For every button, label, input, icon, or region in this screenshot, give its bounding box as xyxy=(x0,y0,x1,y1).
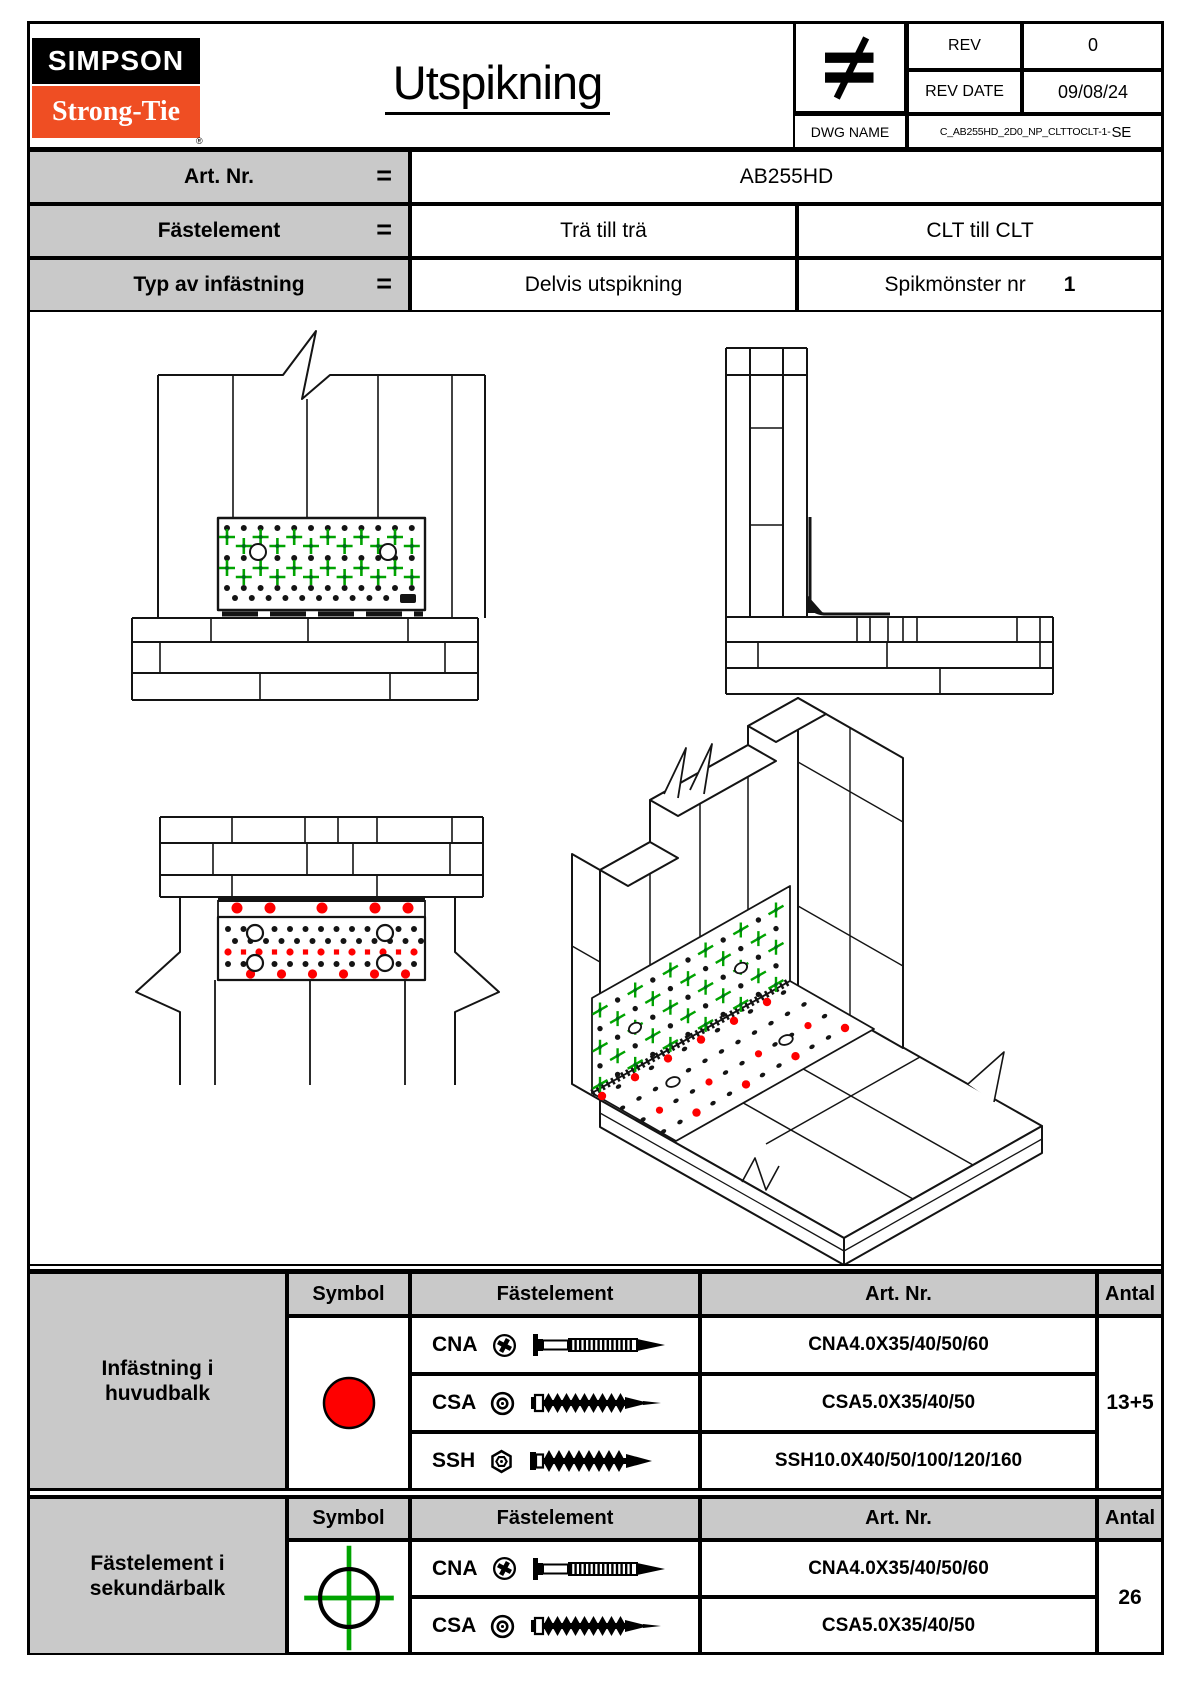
table2-row-csa-art: CSA5.0X35/40/50 xyxy=(700,1597,1097,1655)
table2-symbol-cell xyxy=(287,1540,410,1655)
info-value-artnr: AB255HD xyxy=(410,150,1163,204)
table1-qty: 13+5 xyxy=(1097,1316,1163,1490)
spikmonster-number: 1 xyxy=(1063,273,1076,296)
table2-row-cna-fastener: CNA xyxy=(410,1540,700,1597)
table2-header-art: Art. Nr. xyxy=(700,1497,1097,1540)
table1-header-fastener: Fästelement xyxy=(410,1272,700,1316)
cna-head-icon xyxy=(491,1332,518,1359)
cna-nail-drawing xyxy=(531,1554,681,1584)
info-value-clt-till-clt: CLT till CLT xyxy=(797,204,1163,258)
logo-simpson-text: SIMPSON xyxy=(47,45,185,76)
table2-header-symbol: Symbol xyxy=(287,1497,410,1540)
green-crosshair-icon xyxy=(293,1542,405,1654)
not-equal-glyph xyxy=(811,32,889,104)
table2-qty: 26 xyxy=(1097,1540,1163,1655)
table2-header-qty: Antal xyxy=(1097,1497,1163,1540)
logo-simpson xyxy=(32,38,200,84)
rev-value: 0 xyxy=(1022,21,1164,70)
table1-header-symbol: Symbol xyxy=(287,1272,410,1316)
table2-header-fastener: Fästelement xyxy=(410,1497,700,1540)
table1-header-qty: Antal xyxy=(1097,1272,1163,1316)
red-circle-icon xyxy=(319,1373,379,1433)
page-title: Utspikning xyxy=(205,48,790,122)
table2-row-label: Fästelement i sekundärbalk xyxy=(28,1497,287,1655)
equals-icon: = xyxy=(376,214,392,245)
equals-icon: = xyxy=(376,268,392,299)
table2-row-csa-fastener: CSA xyxy=(410,1597,700,1655)
cna-nail-drawing xyxy=(531,1330,681,1360)
ssh-screw-drawing xyxy=(528,1446,678,1476)
info-value-tra-till-tra: Trä till trä xyxy=(410,204,797,258)
dwg-name-suffix: SE xyxy=(1111,123,1132,141)
table1-row-csa-fastener: CSA xyxy=(410,1374,700,1432)
table1-row-cna-fastener: CNA xyxy=(410,1316,700,1374)
dwg-name-value xyxy=(907,114,1164,150)
info-label-artnr: Art. Nr. = xyxy=(28,150,410,204)
logo-strongtie xyxy=(32,86,200,138)
equals-icon: = xyxy=(376,160,392,191)
table2-divider xyxy=(27,1488,1164,1497)
cna-head-icon xyxy=(491,1555,518,1582)
dwg-name-label: DWG NAME xyxy=(793,114,907,150)
spikmonster-label: Spikmönster nr xyxy=(884,273,1026,296)
rev-label: REV xyxy=(907,21,1022,70)
logo-strongtie-text: Strong-Tie xyxy=(51,96,181,127)
csa-screw-drawing xyxy=(529,1388,679,1418)
info-label-fastelement: Fästelement = xyxy=(28,204,410,258)
table1-row-csa-art: CSA5.0X35/40/50 xyxy=(700,1374,1097,1432)
table1-header-art: Art. Nr. xyxy=(700,1272,1097,1316)
info-label-typ-infastning: Typ av infästning = xyxy=(28,258,410,312)
not-equal-icon xyxy=(793,21,907,114)
table1-symbol-cell xyxy=(287,1316,410,1490)
info-value-delvis-utspikning: Delvis utspikning xyxy=(410,258,797,312)
csa-head-icon xyxy=(489,1613,516,1640)
csa-screw-drawing xyxy=(529,1611,679,1641)
rev-date-label: REV DATE xyxy=(907,70,1022,114)
table1-row-label: Infästning i huvudbalk xyxy=(28,1272,287,1490)
table1-row-ssh-fastener: SSH xyxy=(410,1432,700,1490)
table1-row-cna-art: CNA4.0X35/40/50/60 xyxy=(700,1316,1097,1374)
table1-row-ssh-art: SSH10.0X40/50/100/120/160 xyxy=(700,1432,1097,1490)
table2-row-cna-art: CNA4.0X35/40/50/60 xyxy=(700,1540,1097,1597)
table1-divider xyxy=(27,1264,1164,1272)
ssh-head-icon xyxy=(488,1448,515,1475)
rev-date-value: 09/08/24 xyxy=(1022,70,1164,114)
csa-head-icon xyxy=(489,1390,516,1417)
registered-mark: ® xyxy=(196,136,203,146)
dwg-name-main: C_AB255HD_2D0_NP_CLTTOCLT-1- xyxy=(939,126,1111,138)
info-value-spikmonster xyxy=(797,258,1163,312)
